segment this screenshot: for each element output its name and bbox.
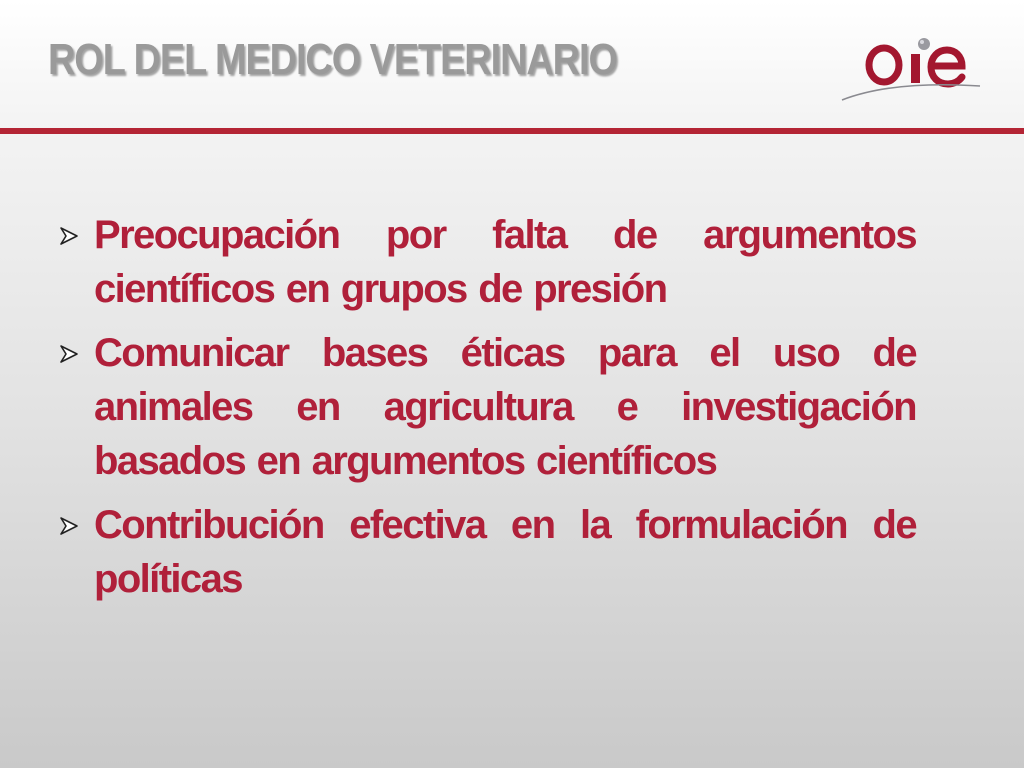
title-divider [0, 128, 1024, 134]
bullet-text: Contribución efectiva en la formulación de políticas [94, 503, 916, 601]
chevron-right-arrow-icon [58, 344, 80, 364]
bullet-item [56, 208, 916, 316]
slide-title: ROL DEL MEDICO VETERINARIO [48, 35, 617, 84]
bullet-text: Preocupación por falta de argumentos científicos en grupos de presión [94, 213, 916, 311]
chevron-right-arrow-icon [58, 516, 80, 536]
bullet-item [56, 326, 916, 488]
oie-logo [838, 34, 988, 106]
bullet-text: Comunicar bases éticas para el uso de animales en agricultura e investigación basados en argumentos científicos [94, 331, 916, 483]
bullet-item [56, 498, 916, 606]
oie-logo-icon [838, 34, 988, 106]
bullet-list [56, 208, 916, 616]
chevron-right-arrow-icon [58, 226, 80, 246]
